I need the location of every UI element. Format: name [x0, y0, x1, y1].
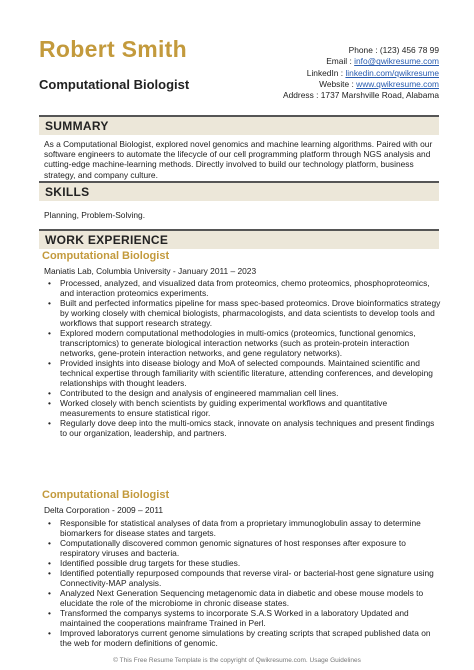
list-item: • Provided insights into disease biology and MoA of selected compounds. Maintained scientific and technical expertise through familiarity with scientific literature, attending conferences, and developing relationships with thought leaders.: [60, 358, 442, 388]
experience-heading-bar: [39, 229, 439, 249]
email-link[interactable]: info@qwikresume.com: [354, 56, 439, 67]
phone-value: (123) 456 78 99: [379, 45, 439, 55]
list-item: • Identified potentially repurposed compounds that reverse viral- or bacterial-host gene signature using Connectivity-MAP analysis.: [60, 568, 442, 588]
contact-phone: [199, 45, 439, 56]
list-item: • Regularly dove deep into the multi-omics stack, innovate on analysis techniques and present findings to our organization, leadership, and partners.: [60, 418, 442, 438]
contact-linkedin: [199, 68, 439, 79]
summary-text: As a Computational Biologist, explored novel genomics and machine learning algorithms. Paired with our software engineers to automate the lifecycle of our cell programming platform through NGS analysis and cutting-edge machine-learning methods. Directly involved to build our technology platform, business strategy, and company culture.: [44, 139, 433, 180]
phone-label: Phone :: [348, 45, 378, 55]
contact-address: [199, 90, 439, 101]
candidate-name: Robert Smith: [39, 36, 187, 62]
linkedin-link[interactable]: linkedin.com/qwikresume: [345, 67, 439, 78]
list-item: • Worked closely with bench scientists by guiding experimental workflows and quantitative measurements to ensure statistical rigor.: [60, 398, 442, 418]
contact-email: [199, 56, 439, 67]
footer-copyright: © This Free Resume Template is the copyright of Qwikresume.com. Usage Guidelines: [113, 657, 361, 664]
list-item: • Processed, analyzed, and visualized data from proteomics, chemo proteomics, phosphoproteomics, and interaction proteomics experiments.: [60, 278, 442, 298]
list-item: • Computationally discovered common genomic signatures of host responses after exposure to respiratory viruses and bacteria.: [60, 538, 442, 558]
job-1-meta: Maniatis Lab, Columbia University - January 2011 – 2023: [44, 266, 257, 276]
summary-heading: SUMMARY: [45, 119, 109, 133]
address-value: 1737 Marshville Road, Alabama: [320, 90, 439, 101]
skills-text: Planning, Problem-Solving.: [44, 210, 146, 220]
list-item: • Responsible for statistical analyses of data from a proprietary immunoglobulin assay to determine biomarkers for disease states and targets.: [60, 518, 442, 538]
website-link[interactable]: www.qwikresume.com: [356, 78, 439, 89]
list-item: • Transformed the companys systems to incorporate S.A.S Worked in a laboratory Updated and maintained the cooperations mainframe Trained in Perl.: [60, 608, 442, 628]
list-item: • Explored modern computational methodologies in multi-omics (proteomics, functional genomics, transcriptomics) to generate biological interaction networks (such as protein-protein interaction networks, gene-protein interaction networks, and gene regulatory networks).: [60, 328, 442, 358]
skills-heading: SKILLS: [45, 185, 90, 199]
job-2-meta: Delta Corporation - 2009 – 2011: [44, 505, 164, 515]
list-item: • Improved laboratorys current genome simulations by creating scripts that scraped published data on the web for modern definitions of genomic.: [60, 628, 442, 648]
skills-heading-bar: [39, 181, 439, 201]
address-label: Address :: [283, 90, 319, 101]
list-item: • Identified possible drug targets for these studies.: [60, 558, 442, 568]
list-item: • Analyzed Next Generation Sequencing metagenomic data in diabetic and obese mouse models to elucidate the role of the microbiome in chronic disease states.: [60, 588, 442, 608]
job-1-title: Computational Biologist: [42, 250, 170, 262]
website-label: Website :: [319, 78, 354, 89]
list-item: • Contributed to the design and analysis of engineered mammalian cell lines.: [60, 388, 442, 398]
job-2-title: Computational Biologist: [42, 489, 170, 501]
job-2-bullets: [44, 518, 442, 648]
candidate-title: Computational Biologist: [39, 77, 190, 92]
experience-heading: WORK EXPERIENCE: [45, 233, 169, 247]
contact-block: [199, 45, 439, 101]
summary-heading-bar: [39, 115, 439, 135]
email-label: Email :: [326, 56, 352, 67]
list-item: • Built and perfected informatics pipeline for mass spec-based proteomics. Drove bioinformatics strategy by working closely with chemical biologists, pharmacologists, and data scientists to develop tools and workflows that support research strategy.: [60, 298, 442, 328]
contact-website: [199, 79, 439, 90]
linkedin-label: LinkedIn :: [306, 67, 344, 78]
job-1-bullets: [44, 278, 442, 438]
